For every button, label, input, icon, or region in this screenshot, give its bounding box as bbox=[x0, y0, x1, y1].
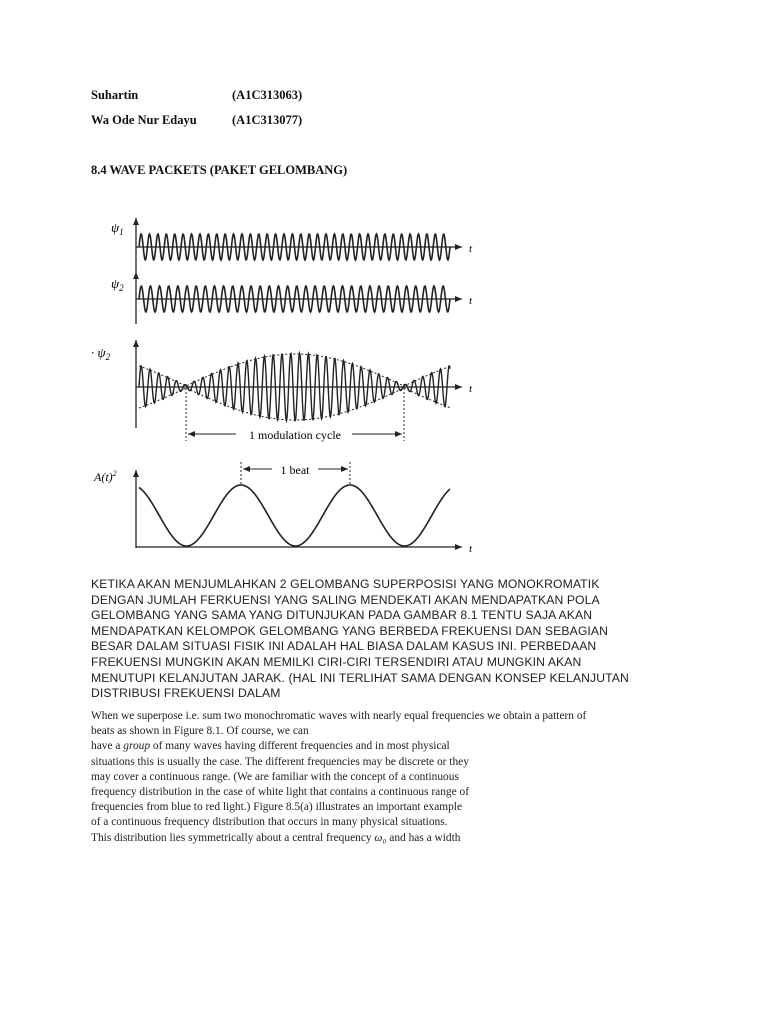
psi2-panel bbox=[111, 272, 473, 324]
psi1-label: $\psi_1$ bbox=[111, 220, 124, 237]
paragraph-line: DISTRIBUSI FREKUENSI DALAM bbox=[91, 686, 281, 701]
sum-panel bbox=[91, 340, 473, 442]
section-heading: 8.4 WAVE PACKETS (PAKET GELOMBANG) bbox=[91, 163, 348, 177]
paragraph-line: DENGAN JUMLAH FERKUENSI YANG SALING MENDEKATI AKAN MENDAPATKAN POLA bbox=[91, 592, 600, 607]
author-name: Suhartin bbox=[91, 88, 139, 102]
sum-label: · $\psi_2$ bbox=[91, 345, 111, 362]
psi1-wave bbox=[139, 234, 450, 260]
paragraph-line: BESAR DALAM SITUASI FISIK INI ADALAH HAL BIASA DALAM KASUS INI. PERBEDAAN bbox=[91, 639, 597, 654]
english-paragraph bbox=[91, 709, 691, 846]
paragraph-line: frequencies from blue to red light.) Figure 8.5(a) illustrates an important example bbox=[91, 801, 463, 814]
modulation-cycle-label: 1 modulation cycle bbox=[249, 428, 341, 442]
author-name: Wa Ode Nur Edayu bbox=[91, 113, 197, 127]
paragraph-line: MENDAPATKAN KELOMPOK GELOMBANG YANG BERBEDA FREKUENSI DAN SEBAGIAN bbox=[91, 623, 609, 638]
amplitude-panel bbox=[93, 462, 473, 555]
paragraph-line: When we superpose i.e. sum two monochromatic waves with nearly equal frequencies we obtain a pattern of bbox=[91, 710, 587, 722]
paragraph-line: beats as shown in Figure 8.1. Of course, we can bbox=[91, 725, 309, 738]
paragraph-line: situations this is usually the case. The different frequencies may be discrete or they bbox=[91, 755, 469, 768]
author-id: (A1C313077) bbox=[232, 113, 303, 127]
paragraph-line: of a continuous frequency distribution that occurs in many physical situations. bbox=[91, 816, 448, 829]
psi2-t-label: t bbox=[469, 295, 473, 307]
envelope-upper bbox=[139, 354, 450, 386]
amp-label: $A(t)^2$ bbox=[94, 469, 117, 484]
psi2-label: $\psi_2$ bbox=[111, 276, 124, 293]
paragraph-line: FREKUENSI MUNGKIN AKAN MEMILKI CIRI-CIRI TERSENDIRI ATAU MUNGKIN AKAN bbox=[91, 654, 582, 669]
paragraph-line: frequency distribution in the case of white light that contains a continuous range of bbox=[91, 786, 470, 799]
psi1-t-label: t bbox=[469, 243, 473, 255]
paragraph-line: This distribution lies symmetrically about a central frequency ω₀ and has a width bbox=[91, 831, 461, 844]
paragraph-line: MENUTUPI KELANJUTAN JARAK. (HAL INI TERLIHAT SAMA DENGAN KONSEP KELANJUTAN bbox=[91, 670, 629, 685]
paragraph-line: KETIKA AKAN MENJUMLAHKAN 2 GELOMBANG SUPERPOSISI YANG MONOKROMATIK bbox=[91, 577, 600, 591]
psi1-panel bbox=[111, 218, 473, 272]
amplitude-squared-curve bbox=[139, 485, 450, 546]
beat-label: 1 beat bbox=[280, 463, 310, 477]
indonesian-paragraph bbox=[91, 577, 681, 702]
author-id: (A1C313063) bbox=[232, 88, 303, 102]
paragraph-line: have a group of many waves having different frequencies and in most physical bbox=[91, 740, 450, 753]
paragraph-line: GELOMBANG YANG SAMA YANG DITUNJUKAN PADA GAMBAR 8.1 TENTU SAJA AKAN bbox=[91, 608, 593, 623]
sum-t-label: t bbox=[469, 383, 473, 395]
paragraph-line: may cover a continuous range. (We are familiar with the concept of a continuous bbox=[91, 770, 459, 783]
amp-t-label: t bbox=[469, 543, 473, 555]
